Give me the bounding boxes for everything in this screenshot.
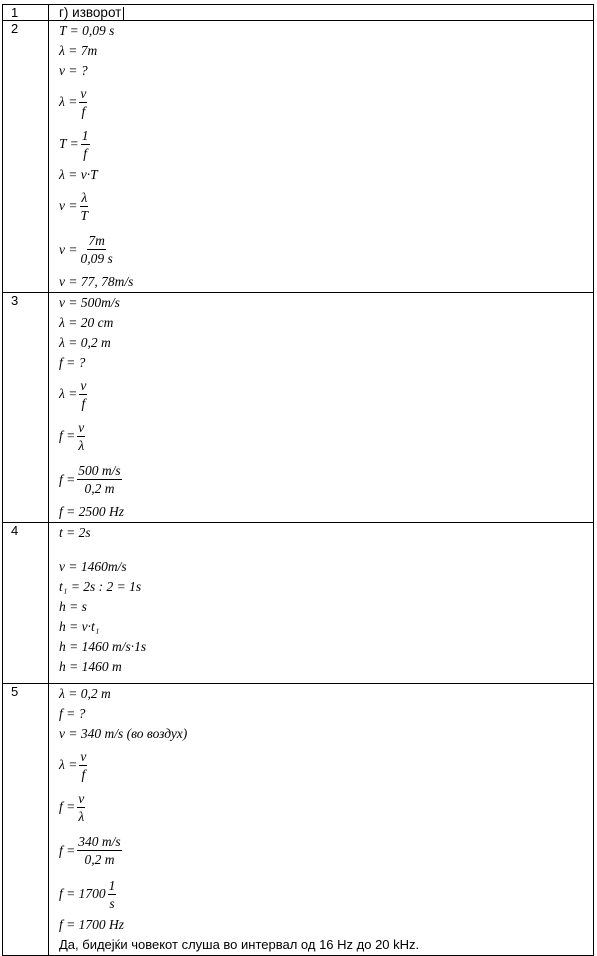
denominator: f: [81, 766, 86, 782]
answer-cell: [49, 21, 594, 293]
given-wavelength: λ = 7m: [59, 43, 98, 58]
formula: h = v·t₁: [59, 619, 100, 634]
given-wavelength-converted: λ = 0,2 m: [59, 335, 111, 350]
denominator: λ: [78, 437, 85, 453]
formula: [59, 457, 593, 502]
formula: [59, 744, 593, 786]
result: f = 2500 Hz: [59, 504, 124, 519]
formula-lhs: v =: [59, 198, 78, 213]
denominator: 0,2 m: [84, 852, 115, 867]
formula-lhs: λ =: [59, 386, 78, 401]
numerator: 7m: [88, 233, 105, 248]
formula: [59, 415, 593, 457]
row-number: 4: [3, 523, 49, 684]
numerator: v: [78, 790, 85, 806]
row-number: 2: [3, 21, 49, 293]
numerator: 1: [108, 877, 116, 893]
formula-lhs: λ =: [59, 94, 78, 109]
numerator: v: [80, 85, 87, 101]
denominator: 0,09 s: [80, 251, 113, 266]
answer-text: г) изворот: [59, 5, 122, 20]
denominator: f: [81, 103, 86, 119]
formula: [59, 373, 593, 415]
given-speed: v = 1460m/s: [59, 559, 127, 574]
given-speed: v = 340 m/s (во воздух): [59, 726, 188, 741]
text-cursor: [123, 7, 124, 20]
numerator: 340 m/s: [78, 834, 121, 849]
formula-lhs: T =: [59, 136, 79, 151]
result: f = 1700 Hz: [59, 917, 124, 932]
numerator: λ: [81, 189, 88, 205]
given-time: t = 2s: [59, 525, 91, 540]
table-row: [3, 5, 594, 21]
numerator: v: [78, 419, 85, 435]
formula: λ = v·T: [59, 167, 98, 182]
given-speed: v = 500m/s: [59, 295, 120, 310]
formula: h = s: [59, 599, 87, 614]
row-number: 5: [3, 684, 49, 956]
unknown-speed: v = ?: [59, 63, 88, 78]
answer-cell: [49, 684, 594, 956]
formula: [59, 185, 593, 227]
denominator: 0,2 m: [84, 481, 115, 496]
answer-cell: [49, 293, 594, 523]
formula: [59, 227, 593, 272]
numerator: 1: [81, 127, 89, 143]
formula-lhs: f =: [59, 842, 76, 858]
given-wavelength: λ = 0,2 m: [59, 686, 111, 701]
formula-lhs: v =: [59, 241, 78, 257]
table-row: [3, 684, 594, 956]
formula-lhs: λ =: [59, 757, 78, 772]
row-number: 1: [3, 5, 49, 21]
formula: [59, 828, 593, 873]
denominator: f: [81, 395, 86, 411]
result: v = 77, 78m/s: [59, 274, 134, 289]
result: h = 1460 m: [59, 659, 122, 674]
calculation: h = 1460 m/s·1s: [59, 639, 147, 654]
formula-lhs: f = 1700: [59, 886, 106, 901]
formula-lhs: f =: [59, 471, 76, 487]
half-time: t₁ = 2s : 2 = 1s: [59, 579, 142, 594]
denominator: f: [83, 145, 87, 161]
given-wavelength: λ = 20 cm: [59, 315, 114, 330]
denominator: T: [80, 207, 88, 223]
denominator: λ: [78, 808, 85, 824]
table-row: [3, 293, 594, 523]
formula: [59, 786, 593, 828]
table-row: [3, 523, 594, 684]
formula: [59, 123, 593, 165]
unknown-frequency: f = ?: [59, 706, 86, 721]
formula: [59, 873, 593, 915]
numerator: 500 m/s: [78, 463, 121, 478]
table-row: [3, 21, 594, 293]
formula: [59, 81, 593, 123]
denominator: s: [109, 895, 115, 911]
conclusion: Да, бидејќи човекот слуша во интервал од 16 Hz до 20 kHz.: [59, 937, 420, 952]
answers-table: [2, 4, 594, 956]
answer-cell: [49, 5, 594, 21]
formula-lhs: f =: [59, 428, 76, 443]
spacer: [59, 543, 593, 557]
formula-lhs: f =: [59, 799, 76, 814]
unknown-frequency: f = ?: [59, 355, 86, 370]
answer-cell: [49, 523, 594, 684]
numerator: v: [80, 748, 87, 764]
given-period: T = 0,09 s: [59, 23, 115, 38]
row-number: 3: [3, 293, 49, 523]
numerator: v: [80, 377, 87, 393]
